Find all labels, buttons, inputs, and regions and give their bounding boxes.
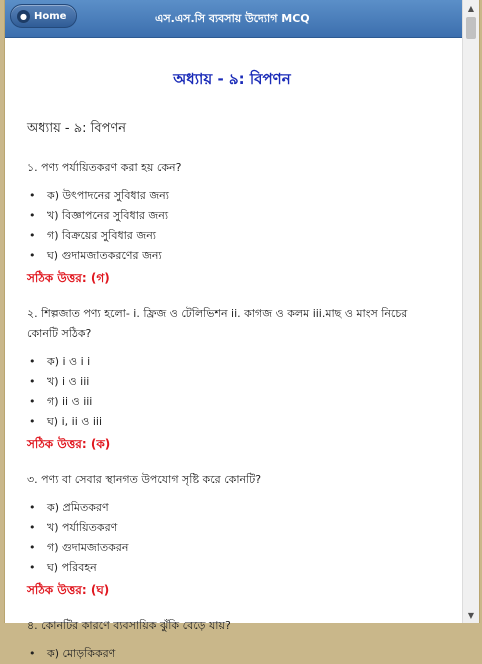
correct-answer: সঠিক উত্তর: (ঘ)	[27, 583, 110, 597]
page-title: এস.এস.সি ব্যবসায় উদ্যোগ MCQ	[155, 12, 310, 25]
option-item: • গ) ii ও iii	[27, 392, 437, 412]
option-item: • গ) বিক্রয়ের সুবিধার জন্য	[27, 226, 437, 246]
scroll-thumb[interactable]	[466, 17, 476, 39]
home-icon: ●	[17, 10, 30, 23]
option-item: • খ) বিজ্ঞাপনের সুবিধার জন্য	[27, 206, 437, 226]
option-list	[27, 186, 437, 266]
option-item: • ঘ) i, ii ও iii	[27, 412, 437, 432]
question-block-2	[27, 304, 437, 454]
option-item: • খ) পর্যায়িতকরণ	[27, 518, 437, 538]
main-content	[27, 38, 437, 664]
option-item: • ক) প্রমিতকরণ	[27, 498, 437, 518]
scroll-down-arrow-icon[interactable]: ▼	[467, 610, 475, 620]
page-frame	[4, 0, 480, 660]
option-item: • ক) উৎপাদনের সুবিধার জন্য	[27, 186, 437, 206]
option-item: • ক) মোড়কিকরণ	[27, 644, 437, 664]
home-button-label: Home	[34, 10, 67, 22]
question-text: ২. শিল্পজাত পণ্য হলো- i. ফ্রিজ ও টেলিভিশন ii. কাগজ ও কলম iii.মাছ ও মাংস নিচের কোনটি সঠিক?	[27, 307, 408, 340]
chapter-heading: অধ্যায় - ৯: বিপণন	[173, 70, 291, 88]
home-button[interactable]	[10, 4, 77, 28]
question-block-1	[27, 158, 437, 288]
correct-answer: সঠিক উত্তর: (ক)	[27, 437, 111, 451]
option-list	[27, 352, 437, 432]
option-item: • ক) i ও i i	[27, 352, 437, 372]
header-bar	[5, 0, 463, 38]
question-text: ১. পণ্য পর্যায়িতকরণ করা হয় কেন?	[27, 161, 182, 174]
correct-answer: সঠিক উত্তর: (গ)	[27, 271, 110, 285]
option-item: • গ) গুদামজাতকরন	[27, 538, 437, 558]
question-block-4	[27, 616, 437, 664]
question-text: ৪. কোনটির কারণে ব্যবসায়িক ঝুঁকি বেড়ে যায়?	[27, 619, 231, 632]
option-item: • ঘ) পরিবহন	[27, 558, 437, 578]
option-list	[27, 498, 437, 578]
scroll-up-arrow-icon[interactable]: ▲	[467, 3, 475, 13]
option-item: • ঘ) গুদামজাতকরণের জন্য	[27, 246, 437, 266]
question-block-3	[27, 470, 437, 600]
option-list	[27, 644, 437, 664]
vertical-scrollbar[interactable]	[462, 0, 479, 623]
question-text: ৩. পণ্য বা সেবার স্থানগত উপযোগ সৃষ্টি করে কোনটি?	[27, 473, 262, 486]
chapter-subheading: অধ্যায় - ৯: বিপণন	[27, 121, 127, 136]
option-item: • খ) i ও iii	[27, 372, 437, 392]
